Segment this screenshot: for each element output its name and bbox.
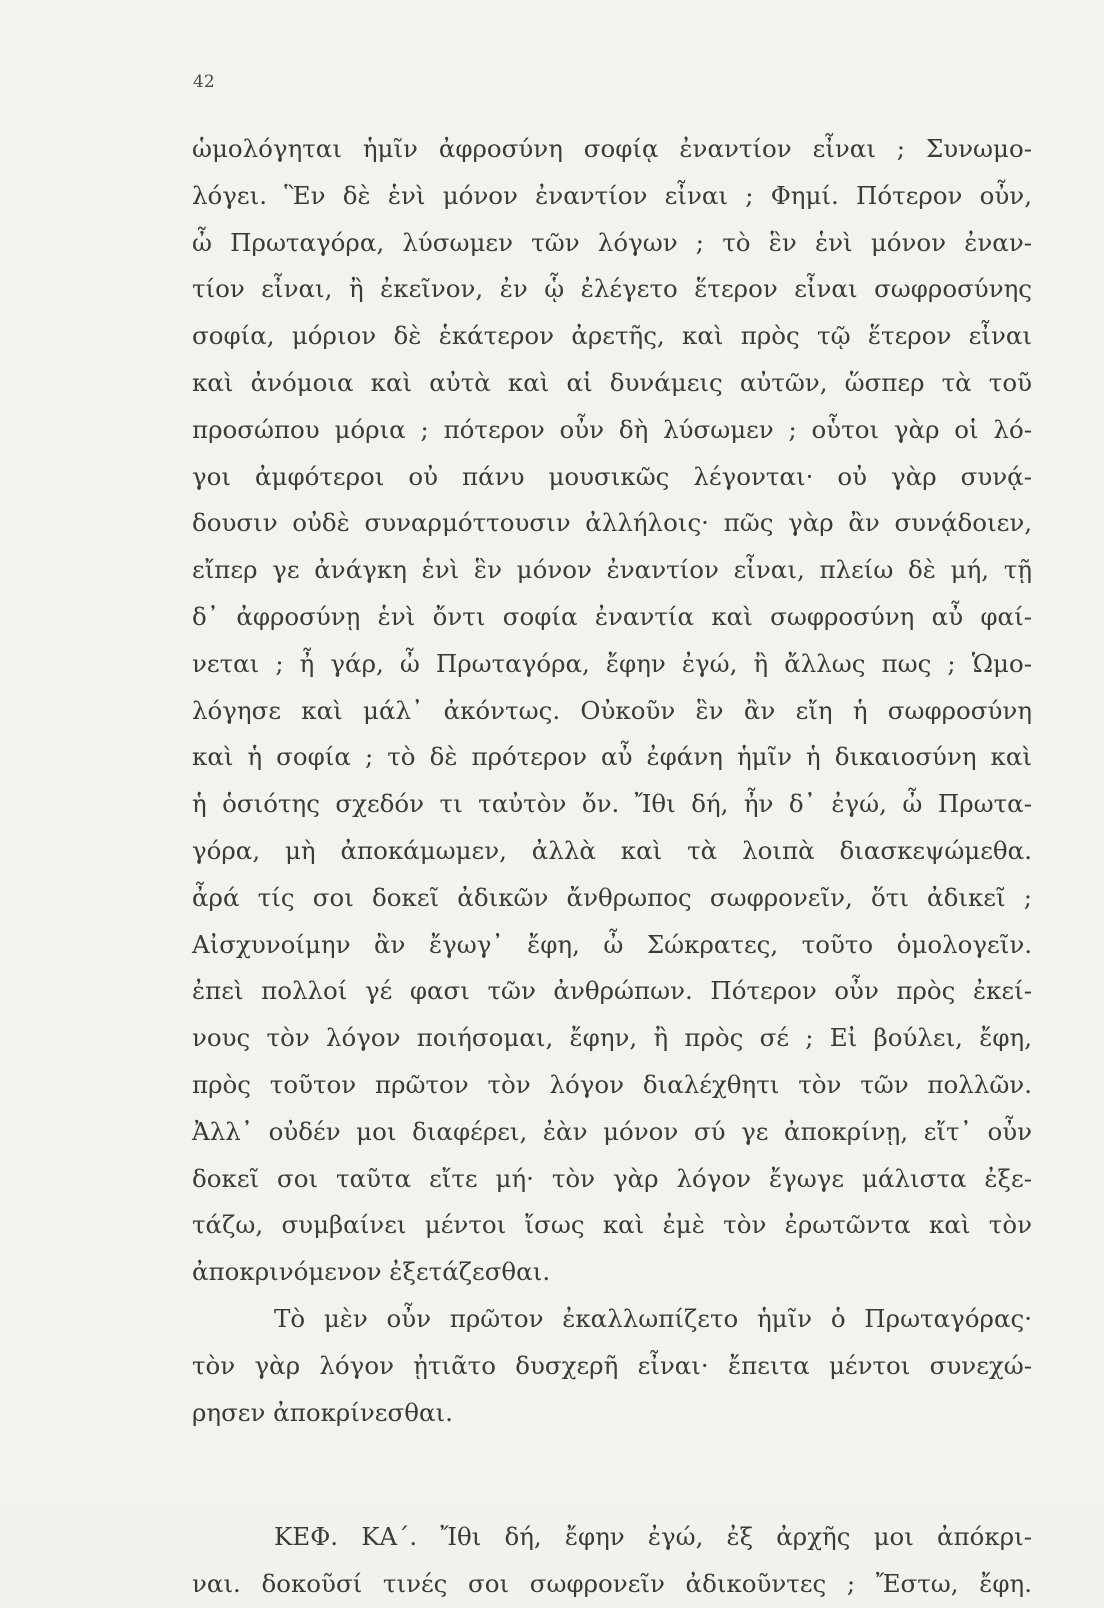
text-line: εἴπερ γε ἀνάγκη ἑνὶ ἓν μόνον ἐναντίον εἶναι, πλείω δὲ μή, τῇ	[192, 555, 1032, 585]
text-line: ἆρά τίς σοι δοκεῖ ἀδικῶν ἄνθρωπος σωφρονεῖν, ὅτι ἀδικεῖ ;	[192, 882, 1032, 912]
text-line: προσώπου μόρια ; πότερον οὖν δὴ λύσωμεν ; οὗτοι γὰρ οἱ λό-	[192, 414, 1032, 444]
text-line: γόρα, μὴ ἀποκάμωμεν, ἀλλὰ καὶ τὰ λοιπὰ διασκεψώμεθα.	[192, 835, 1032, 865]
chapter-paragraph	[192, 1514, 1032, 1608]
text-line: γοι ἀμφότεροι οὐ πάνυ μουσικῶς λέγονται· οὐ γὰρ συνᾴ-	[192, 461, 1032, 491]
text-line: λόγει. Ἓν δὲ ἑνὶ μόνον ἐναντίον εἶναι ; Φημί. Πότερον οὖν,	[192, 180, 1032, 210]
text-line: πρὸς τοῦτον πρῶτον τὸν λόγον διαλέχθητι τὸν τῶν πολλῶν.	[192, 1069, 1032, 1099]
text-line: καὶ ἡ σοφία ; τὸ δὲ πρότερον αὖ ἐφάνη ἡμῖν ἡ δικαιοσύνη καὶ	[192, 742, 1032, 772]
page-number: 42	[193, 72, 215, 92]
text-line: Ἀλλ᾽ οὐδέν μοι διαφέρει, ἐὰν μόνον σύ γε ἀποκρίνῃ, εἴτ᾽ οὖν	[192, 1116, 1032, 1146]
paragraph-1	[192, 126, 1032, 1296]
paragraph-2	[192, 1296, 1032, 1436]
text-line: ἀποκρινόμενον ἐξετάζεσθαι.	[192, 1257, 551, 1287]
text-line: Αἰσχυνοίμην ἂν ἔγωγ᾽ ἔφη, ὦ Σώκρατες, τοῦτο ὁμολογεῖν.	[192, 929, 1032, 959]
text-line: ἐπεὶ πολλοί γέ φασι τῶν ἀνθρώπων. Πότερον οὖν πρὸς ἐκεί-	[192, 976, 1032, 1006]
text-line: ρησεν ἀποκρίνεσθαι.	[192, 1397, 453, 1427]
text-line: ὡμολόγηται ἡμῖν ἀφροσύνη σοφίᾳ ἐναντίον εἶναι ; Συνωμο-	[192, 134, 1032, 163]
text-line: δ᾽ ἀφροσύνῃ ἑνὶ ὄντι σοφία ἐναντία καὶ σωφροσύνη αὖ φαί-	[192, 601, 1032, 631]
text-line: νους τὸν λόγον ποιήσομαι, ἔφην, ἢ πρὸς σέ ; Εἰ βούλει, ἔφη,	[192, 1023, 1032, 1053]
main-text	[192, 126, 1032, 1608]
text-line: ὦ Πρωταγόρα, λύσωμεν τῶν λόγων ; τὸ ἓν ἑνὶ μόνον ἐναν-	[192, 227, 1032, 257]
text-line: καὶ ἀνόμοια καὶ αὐτὰ καὶ αἱ δυνάμεις αὐτῶν, ὥσπερ τὰ τοῦ	[192, 367, 1032, 397]
chapter-heading-line: ΚΕΦ. ΚΑ΄. Ἴθι δή, ἔφην ἐγώ, ἐξ ἀρχῆς μοι ἀπόκρι-	[274, 1522, 1032, 1552]
section-gap	[192, 1436, 1032, 1514]
text-line: ἡ ὁσιότης σχεδόν τι ταὐτὸν ὄν. Ἴθι δή, ἦν δ᾽ ἐγώ, ὦ Πρωτα-	[192, 789, 1032, 819]
text-line: τίον εἶναι, ἢ ἐκεῖνον, ἐν ᾧ ἐλέγετο ἕτερον εἶναι σωφροσύνης	[192, 274, 1032, 304]
text-line: δοκεῖ σοι ταῦτα εἴτε μή· τὸν γὰρ λόγον ἔγωγε μάλιστα ἐξε-	[192, 1163, 1032, 1193]
text-line: τάζω, συμβαίνει μέντοι ἴσως καὶ ἐμὲ τὸν ἐρωτῶντα καὶ τὸν	[192, 1210, 1032, 1240]
text-line: τὸν γὰρ λόγον ᾐτιᾶτο δυσχερῆ εἶναι· ἔπειτα μέντοι συνεχώ-	[192, 1350, 1032, 1380]
text-line: ναι. δοκοῦσί τινές σοι σωφρονεῖν ἀδικοῦντες ; Ἔστω, ἔφη.	[192, 1569, 1032, 1599]
text-line: σοφία, μόριον δὲ ἑκάτερον ἀρετῆς, καὶ πρὸς τῷ ἕτερον εἶναι	[192, 321, 1032, 351]
text-line: Τὸ μὲν οὖν πρῶτον ἐκαλλωπίζετο ἡμῖν ὁ Πρωταγόρας·	[274, 1303, 1032, 1333]
text-line: λόγησε καὶ μάλ᾽ ἀκόντως. Οὐκοῦν ἓν ἂν εἴη ἡ σωφροσύνη	[192, 695, 1032, 725]
text-line: νεται ; ἦ γάρ, ὦ Πρωταγόρα, ἔφην ἐγώ, ἢ ἄλλως πως ; Ὡμο-	[192, 648, 1032, 678]
text-line: δουσιν οὐδὲ συναρμόττουσιν ἀλλήλοις· πῶς γὰρ ἂν συνᾴδοιεν,	[192, 508, 1032, 538]
